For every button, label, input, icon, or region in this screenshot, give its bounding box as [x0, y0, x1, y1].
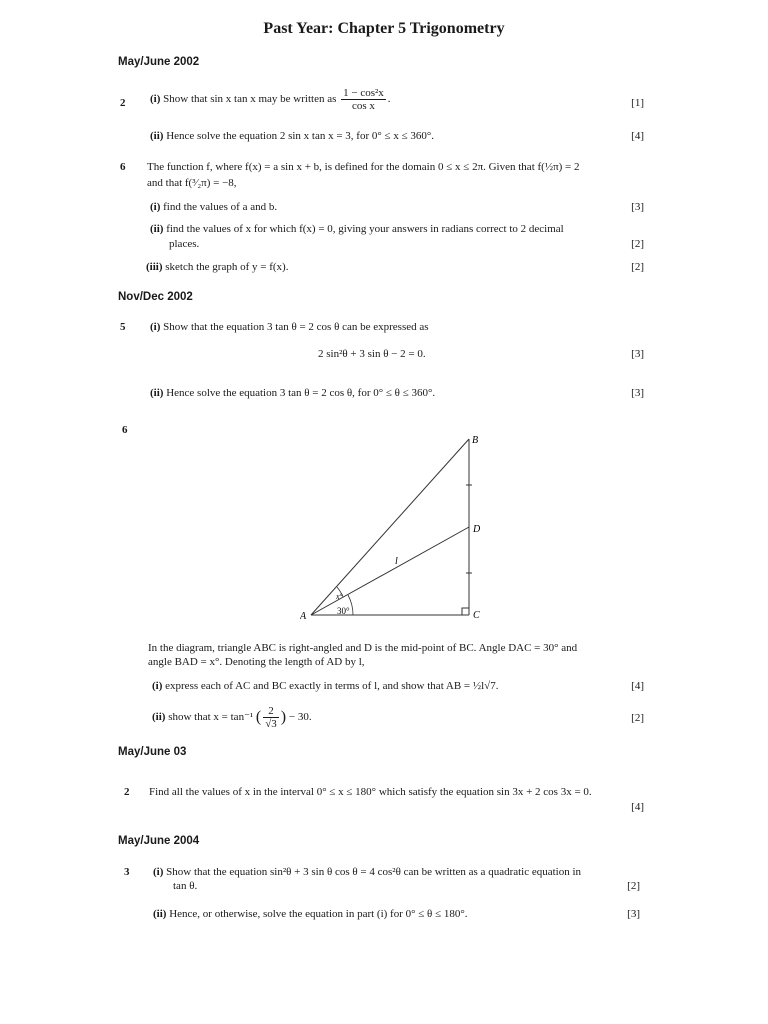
part-label: (i)	[153, 866, 164, 878]
question-text: − 30.	[288, 711, 312, 724]
part-label: (ii)	[152, 711, 166, 724]
question-part	[150, 223, 564, 235]
question-text: The function f, where f(x) = a sin x + b, is defined for the domain 0 ≤ x ≤ 2π. Given that f(½π) = 2	[147, 161, 580, 173]
question-text: show that x = tan⁻¹	[168, 711, 254, 724]
question-text: Show that sin x tan x may be written as	[163, 93, 337, 106]
question-part	[146, 261, 288, 273]
label-angle-30: 30°	[337, 606, 350, 616]
label-l: l	[395, 556, 398, 567]
marks: [2]	[631, 261, 644, 273]
question-part	[153, 866, 581, 878]
section-heading: May/June 2004	[118, 835, 200, 847]
part-label: (ii)	[153, 908, 167, 920]
question-part	[150, 130, 434, 142]
question-part	[150, 321, 429, 333]
question-text: Hence solve the equation 3 tan θ = 2 cos θ, for 0° ≤ θ ≤ 360°.	[166, 387, 436, 399]
fraction-denominator: √3	[265, 718, 277, 730]
part-label: (iii)	[146, 261, 163, 273]
marks: [2]	[631, 712, 644, 724]
fraction	[341, 87, 386, 112]
part-label: (ii)	[150, 387, 164, 399]
question-number: 3	[124, 866, 130, 878]
question-text: find the values of x for which f(x) = 0, giving your answers in radians correct to 2 decimal	[166, 223, 564, 235]
question-text-line: angle BAD = x°. Denoting the length of AD by l,	[148, 656, 365, 668]
marks: [2]	[627, 880, 640, 892]
question-number: 5	[120, 321, 126, 333]
question-text-line: In the diagram, triangle ABC is right-angled and D is the mid-point of BC. Angle DAC = 30° and	[148, 642, 578, 654]
question-number: 6	[122, 424, 128, 436]
question-part	[150, 87, 391, 112]
question-part	[153, 908, 468, 920]
triangle-diagram	[300, 430, 500, 625]
part-label: (ii)	[150, 223, 164, 235]
side-ab	[311, 439, 469, 615]
fraction-numerator: 1 − cos²x	[343, 87, 384, 99]
equation: 2 sin²θ + 3 sin θ − 2 = 0.	[318, 348, 426, 360]
question-text: Find all the values of x in the interval 0° ≤ x ≤ 180° which satisfy the equation sin 3x + 2 cos 3x = 0.	[149, 786, 592, 798]
part-label: (i)	[150, 201, 161, 213]
question-part	[150, 387, 435, 399]
segment-ad	[311, 527, 469, 615]
question-text: Hence solve the equation 2 sin x tan x = 3, for 0° ≤ x ≤ 360°.	[166, 130, 435, 142]
question-part	[150, 201, 277, 213]
question-text: sketch the graph of y = f(x).	[165, 261, 289, 273]
question-text: find the values of a and b.	[163, 201, 278, 213]
label-angle-x: x°	[336, 592, 343, 601]
section-heading: May/June 03	[118, 746, 187, 758]
question-text	[148, 642, 577, 654]
question-text: places.	[169, 238, 200, 250]
question-text: and that f(³⁄₂π) = −8,	[147, 177, 237, 189]
label-d: D	[473, 524, 481, 535]
part-label: (i)	[152, 680, 163, 692]
part-label: (i)	[150, 321, 161, 333]
part-label: (i)	[150, 93, 161, 106]
fraction-denominator: cos x	[352, 100, 375, 112]
question-text: express each of AC and BC exactly in terms of l, and show that AB = ½l√7.	[165, 680, 499, 692]
question-text: Hence, or otherwise, solve the equation in part (i) for 0° ≤ θ ≤ 180°.	[169, 908, 468, 920]
fraction	[263, 705, 279, 730]
question-part: (ii) show that x = tan⁻¹ ( $\frac{2}{√3}$ ) − 30.	[152, 705, 312, 730]
right-angle-mark	[462, 608, 469, 615]
marks: [3]	[631, 201, 644, 213]
section-heading: Nov/Dec 2002	[118, 291, 193, 303]
marks: [3]	[631, 387, 644, 399]
question-number: 2	[124, 786, 130, 798]
marks: [4]	[631, 130, 644, 142]
fraction-numerator: 2	[263, 705, 279, 718]
part-label: (ii)	[150, 130, 164, 142]
marks: [1]	[631, 97, 644, 109]
label-c: C	[473, 610, 480, 621]
page-title: Past Year: Chapter 5 Trigonometry	[263, 20, 505, 37]
marks: [3]	[627, 908, 640, 920]
question-text-tail: .	[387, 93, 391, 106]
question-number: 6	[120, 161, 126, 173]
marks: [4]	[631, 801, 644, 813]
question-number: 2	[120, 97, 126, 109]
section-heading: May/June 2002	[118, 56, 200, 68]
question-text: tan θ.	[173, 880, 198, 892]
question-text: Show that the equation 3 tan θ = 2 cos θ can be expressed as	[163, 321, 429, 333]
label-b: B	[472, 435, 479, 446]
question-text: Show that the equation sin²θ + 3 sin θ cos θ = 4 cos²θ can be written as a quadratic equation in	[166, 866, 582, 878]
question-part	[152, 680, 498, 692]
label-a: A	[300, 611, 307, 622]
marks: [3]	[631, 348, 644, 360]
marks: [4]	[631, 680, 644, 692]
marks: [2]	[631, 238, 644, 250]
